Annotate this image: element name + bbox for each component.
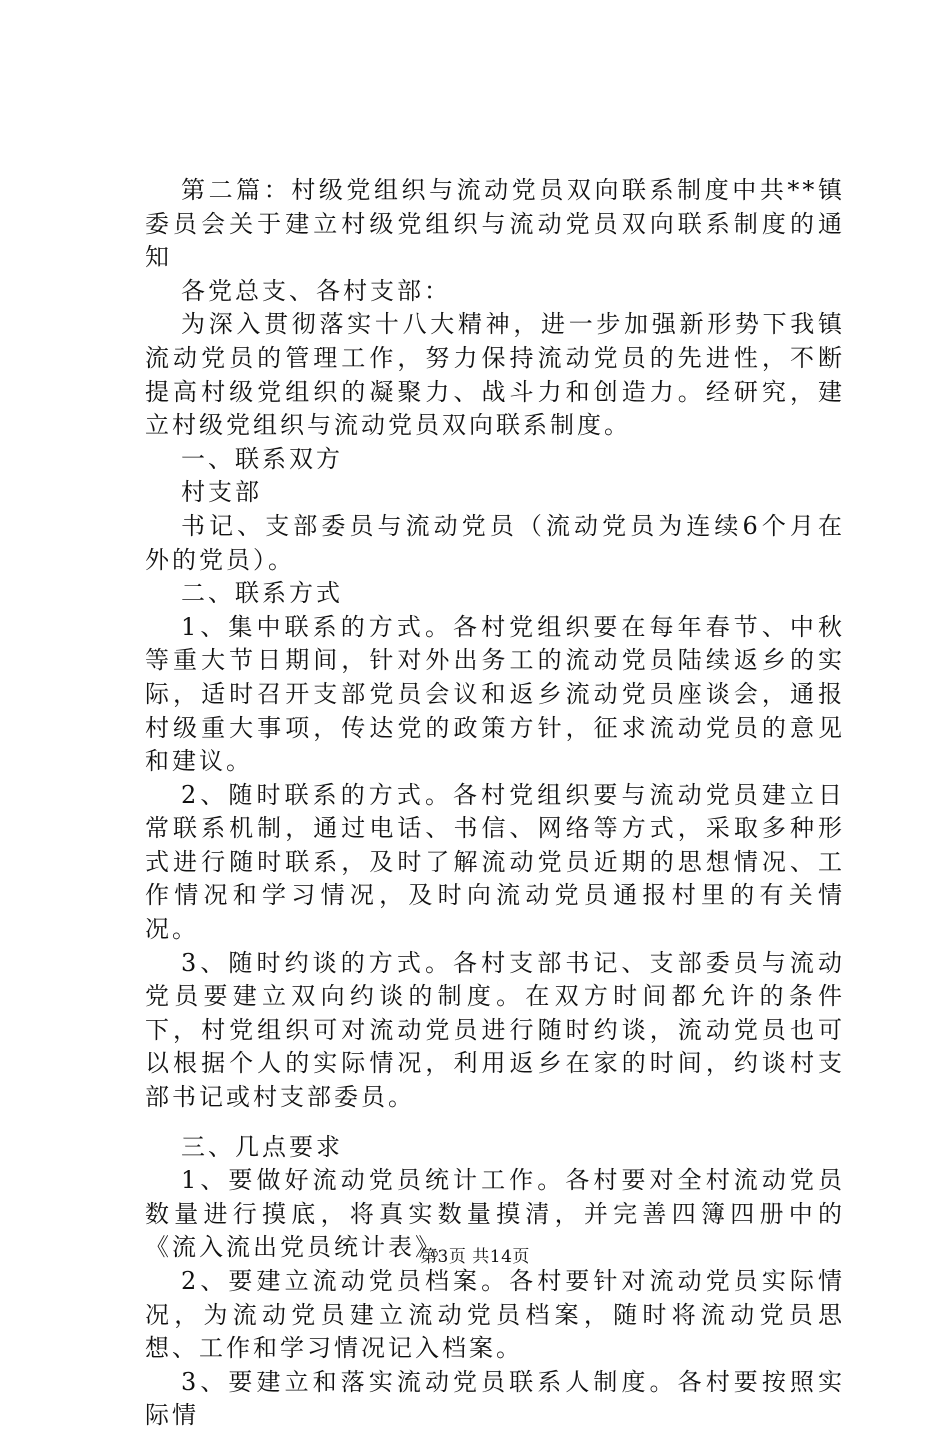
body-paragraph: 村支部 bbox=[181, 478, 262, 507]
list-item-paragraph: 3、要建立和落实流动党员联系人制度。各村要按照实际情 bbox=[145, 1367, 845, 1430]
page-number-footer: 第3页 共14页 bbox=[420, 1247, 530, 1267]
intro-paragraph: 为深入贯彻落实十八大精神，进一步加强新形势下我镇流动党员的管理工作，努力保持流动党员的先进性，不断提高村级党组织的凝聚力、战斗力和创造力。经研究，建立村级党组织与流动党员双向联系制度。 bbox=[145, 310, 845, 440]
list-item-paragraph: 3、随时约谈的方式。各村支部书记、支部委员与流动党员要建立双向约谈的制度。在双方时间都允许的条件下，村党组织可对流动党员进行随时约谈，流动党员也可以根据个人的实际情况，利用返乡在家的时间，约谈村支部书记或村支部委员。 bbox=[145, 948, 845, 1112]
list-item-paragraph: 1、要做好流动党员统计工作。各村要对全村流动党员数量进行摸底，将真实数量摸清，并完善四簿四册中的《流入流出党员统计表》。 bbox=[145, 1166, 845, 1262]
body-paragraph: 书记、支部委员与流动党员（流动党员为连续6个月在外的党员）。 bbox=[145, 511, 845, 574]
section-heading-1: 一、联系双方 bbox=[181, 444, 343, 473]
list-item-paragraph: 2、要建立流动党员档案。各村要针对流动党员实际情况，为流动党员建立流动党员档案，随时将流动党员思想、工作和学习情况记入档案。 bbox=[145, 1267, 845, 1363]
section-heading-2: 二、联系方式 bbox=[181, 579, 343, 608]
paragraph-spacer bbox=[145, 1115, 845, 1131]
document-title-paragraph: 第二篇：村级党组织与流动党员双向联系制度中共**镇委员会关于建立村级党组织与流动党员双向联系制度的通知 bbox=[145, 176, 845, 272]
salutation-paragraph: 各党总支、各村支部： bbox=[181, 276, 451, 305]
list-item-paragraph: 2、随时联系的方式。各村党组织要与流动党员建立日常联系机制，通过电话、书信、网络等方式，采取多种形式进行随时联系，及时了解流动党员近期的思想情况、工作情况和学习情况，及时向流动党员通报村里的有关情况。 bbox=[145, 780, 845, 944]
list-item-paragraph: 1、集中联系的方式。各村党组织要在每年春节、中秋等重大节日期间，针对外出务工的流动党员陆续返乡的实际，适时召开支部党员会议和返乡流动党员座谈会，通报村级重大事项，传达党的政策方针，征求流动党员的意见和建议。 bbox=[145, 612, 845, 776]
section-heading-3: 三、几点要求 bbox=[181, 1132, 343, 1161]
